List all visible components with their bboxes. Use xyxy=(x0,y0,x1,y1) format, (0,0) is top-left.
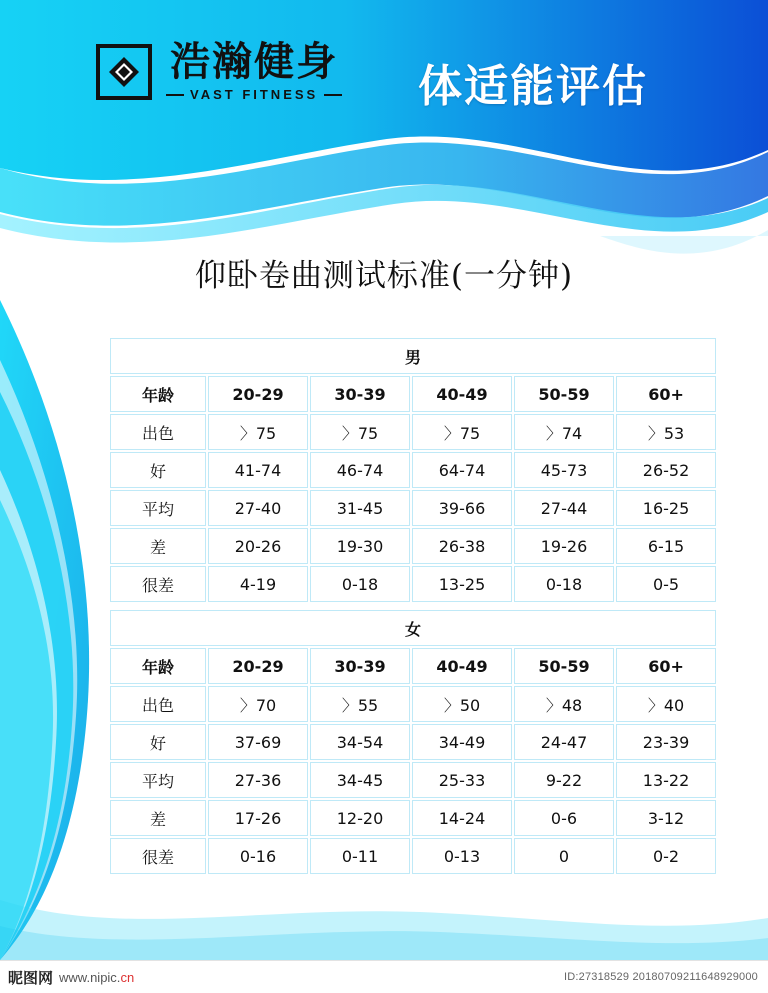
footer-site-name: 昵图网 xyxy=(8,968,54,987)
table-cell: 〉40 xyxy=(616,686,716,722)
table-row xyxy=(110,762,716,798)
table-cell: 6-15 xyxy=(616,528,716,564)
table-cell: 〉75 xyxy=(208,414,308,450)
table-cell: 26-52 xyxy=(616,452,716,488)
table-row xyxy=(110,528,716,564)
table-cell: 34-49 xyxy=(412,724,512,760)
table-cell: 〉48 xyxy=(514,686,614,722)
table-cell: 39-66 xyxy=(412,490,512,526)
col-header-30-39: 30-39 xyxy=(310,376,410,412)
col-header-60plus: 60+ xyxy=(616,376,716,412)
table-cell: 64-74 xyxy=(412,452,512,488)
table-cell: 0-13 xyxy=(412,838,512,874)
table-cell: 17-26 xyxy=(208,800,308,836)
footer-url-tld: cn xyxy=(120,969,135,985)
table-cell: 24-47 xyxy=(514,724,614,760)
table-row xyxy=(110,686,716,722)
row-label: 出色 xyxy=(110,686,206,722)
row-label: 差 xyxy=(110,528,206,564)
table-row xyxy=(110,566,716,602)
table-cell: 25-33 xyxy=(412,762,512,798)
table-cell: 0-5 xyxy=(616,566,716,602)
footer-site-branding xyxy=(8,967,134,988)
col-header-30-39: 30-39 xyxy=(310,648,410,684)
logo-dash-left xyxy=(166,94,184,96)
footer-id-text: ID:27318529 20180709211648929000 xyxy=(564,971,758,983)
brand-logo xyxy=(96,39,342,102)
table-cell: 13-22 xyxy=(616,762,716,798)
col-header-40-49: 40-49 xyxy=(412,376,512,412)
col-header-20-29: 20-29 xyxy=(208,648,308,684)
table-cell: 19-30 xyxy=(310,528,410,564)
table-cell: 37-69 xyxy=(208,724,308,760)
table-cell: 27-40 xyxy=(208,490,308,526)
table-cell: 23-39 xyxy=(616,724,716,760)
table-row xyxy=(110,838,716,874)
row-label: 平均 xyxy=(110,490,206,526)
table-cell: 16-25 xyxy=(616,490,716,526)
table-cell: 20-26 xyxy=(208,528,308,564)
table-cell: 0-6 xyxy=(514,800,614,836)
table-cell: 〉55 xyxy=(310,686,410,722)
table-cell: 〉75 xyxy=(412,414,512,450)
logo-english-text: VAST FITNESS xyxy=(190,87,319,102)
row-label: 出色 xyxy=(110,414,206,450)
table-cell: 9-22 xyxy=(514,762,614,798)
logo-dash-right xyxy=(324,94,342,96)
table-cell: 34-54 xyxy=(310,724,410,760)
section-title: 仰卧卷曲测试标准(一分钟) xyxy=(194,258,574,294)
table-row-band xyxy=(110,338,716,374)
logo-diamond-icon xyxy=(96,44,152,100)
table-cell: 13-25 xyxy=(412,566,512,602)
table-cell: 27-36 xyxy=(208,762,308,798)
table-male xyxy=(108,336,718,604)
table-cell: 0 xyxy=(514,838,614,874)
row-label: 很差 xyxy=(110,566,206,602)
table-cell: 0-18 xyxy=(310,566,410,602)
table-female xyxy=(108,608,718,876)
col-header-40-49: 40-49 xyxy=(412,648,512,684)
table-row-header xyxy=(110,376,716,412)
logo-chinese-name: 浩瀚健身 xyxy=(170,39,339,85)
table-cell: 19-26 xyxy=(514,528,614,564)
table-cell: 〉50 xyxy=(412,686,512,722)
row-label: 差 xyxy=(110,800,206,836)
row-label: 很差 xyxy=(110,838,206,874)
row-label: 好 xyxy=(110,724,206,760)
table-cell: 〉74 xyxy=(514,414,614,450)
table-cell: 0-2 xyxy=(616,838,716,874)
footer-watermark-bar xyxy=(0,960,768,993)
table-cell: 14-24 xyxy=(412,800,512,836)
table-row-band xyxy=(110,610,716,646)
table-cell: 12-20 xyxy=(310,800,410,836)
logo-english-name xyxy=(166,88,342,101)
band-label-female: 女 xyxy=(110,610,716,646)
table-cell: 〉70 xyxy=(208,686,308,722)
table-cell: 41-74 xyxy=(208,452,308,488)
col-header-20-29: 20-29 xyxy=(208,376,308,412)
table-cell: 0-18 xyxy=(514,566,614,602)
table-cell: 〉53 xyxy=(616,414,716,450)
row-label: 好 xyxy=(110,452,206,488)
table-cell: 46-74 xyxy=(310,452,410,488)
poster-main-title: 体适能评估 xyxy=(418,61,648,112)
col-header-50-59: 50-59 xyxy=(514,376,614,412)
col-header-age: 年龄 xyxy=(110,648,206,684)
table-cell: 27-44 xyxy=(514,490,614,526)
table-cell: 34-45 xyxy=(310,762,410,798)
table-cell: 31-45 xyxy=(310,490,410,526)
col-header-60plus: 60+ xyxy=(616,648,716,684)
table-row xyxy=(110,724,716,760)
col-header-50-59: 50-59 xyxy=(514,648,614,684)
table-cell: 45-73 xyxy=(514,452,614,488)
table-cell: 3-12 xyxy=(616,800,716,836)
table-row xyxy=(110,414,716,450)
band-label-male: 男 xyxy=(110,338,716,374)
table-row-header xyxy=(110,648,716,684)
footer-url-main: www.nipic. xyxy=(59,969,121,985)
table-row xyxy=(110,490,716,526)
table-cell: 〉75 xyxy=(310,414,410,450)
standards-tables xyxy=(108,336,690,876)
table-cell: 26-38 xyxy=(412,528,512,564)
table-row xyxy=(110,800,716,836)
table-row xyxy=(110,452,716,488)
row-label: 平均 xyxy=(110,762,206,798)
table-cell: 4-19 xyxy=(208,566,308,602)
footer-site-url xyxy=(59,970,134,985)
logo-text xyxy=(166,39,342,102)
col-header-age: 年龄 xyxy=(110,376,206,412)
table-cell: 0-16 xyxy=(208,838,308,874)
table-cell: 0-11 xyxy=(310,838,410,874)
